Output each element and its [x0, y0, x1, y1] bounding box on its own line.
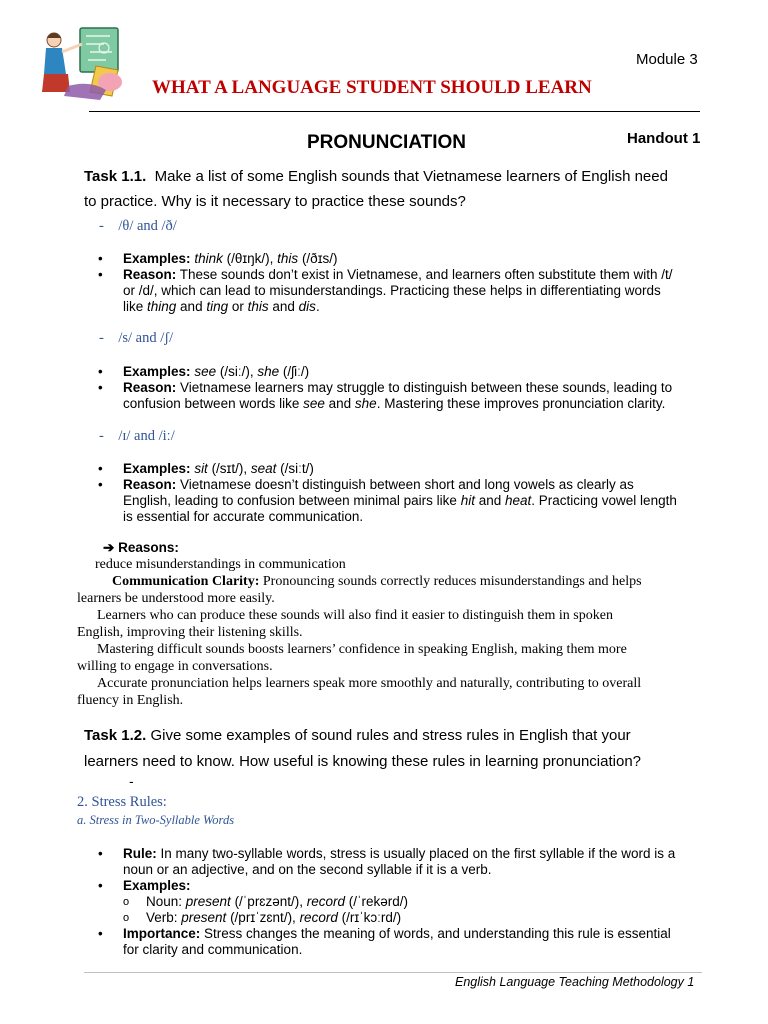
reasons-heading: ➔ Reasons: — [103, 540, 179, 555]
task-1-2 — [84, 723, 724, 775]
dash-marker: - — [129, 773, 134, 789]
task-text-line: Give some examples of sound rules and stress rules in English that your — [150, 727, 631, 744]
task-label: Task 1.1. — [84, 168, 147, 185]
reasons-body — [77, 556, 717, 709]
sound-details — [98, 364, 708, 412]
reason-paragraph: Accurate pronunciation helps learners speak more smoothly and naturally, contributing to overall — [97, 676, 642, 691]
list-item: • Reason: Vietnamese doesn’t distinguish between short and long vowels as clearly as English, leading to confusion between minimal pairs like hit and heat. Practicing vowel length is essential for accurate communication. — [98, 477, 677, 524]
teacher-illustration-icon — [40, 26, 126, 102]
reason-paragraph: Mastering difficult sounds boosts learners’ confidence in speaking English, making them more — [97, 642, 627, 657]
sound-heading: - /θ/ and /ð/ — [99, 218, 177, 234]
sound-details — [98, 251, 708, 315]
stress-details — [98, 846, 710, 958]
task-text-line: Make a list of some English sounds that Vietnamese learners of English need — [154, 168, 668, 185]
reason-paragraph: English, improving their listening skills. — [77, 625, 303, 640]
reason-paragraph: willing to engage in conversations. — [77, 659, 273, 674]
module-label: Module 3 — [636, 51, 698, 68]
arrow-right-icon: ➔ — [103, 540, 115, 555]
stress-heading: 2. Stress Rules: — [77, 794, 167, 810]
list-item: • Examples: sit (/sɪt/), seat (/siːt/) — [98, 461, 314, 476]
list-item: • Examples: see (/siː/), she (/ʃiː/) — [98, 364, 310, 379]
sound-details — [98, 461, 708, 525]
handout-label: Handout 1 — [627, 130, 701, 147]
list-item: • Examples: o Noun: present (/ˈprɛzənt/), record (/ˈrekərd/) o Verb: present (/prɪˈzɛnt/), record (/rɪˈkɔːrd/) — [98, 878, 409, 925]
task-1-1 — [84, 164, 724, 214]
reason-paragraph: Communication Clarity: Pronouncing sounds correctly reduces misunderstandings and helps — [112, 574, 642, 589]
section-title: PRONUNCIATION — [307, 132, 467, 153]
footer-text: English Language Teaching Methodology 1 — [455, 975, 695, 989]
sound-heading: - /ɪ/ and /iː/ — [99, 428, 175, 444]
list-item: • Importance: Stress changes the meaning of words, and understanding this rule is essential for clarity and communication. — [98, 926, 671, 957]
task-text-line: to practice. Why is it necessary to practice these sounds? — [84, 193, 466, 210]
footer-rule — [84, 972, 702, 973]
reason-paragraph: fluency in English. — [77, 693, 184, 708]
task-label: Task 1.2. — [84, 727, 147, 744]
stress-subheading: a. Stress in Two-Syllable Words — [77, 813, 235, 827]
reason-paragraph: learners be understood more easily. — [77, 591, 275, 606]
list-item: • Rule: In many two-syllable words, stress is usually placed on the first syllable if the word is a noun or an adjective, and on the second syllable if it is a verb. — [98, 846, 676, 877]
list-item: • Reason: These sounds don’t exist in Vietnamese, and learners often substitute them with /t/ or /d/, which can lead to misunderstandings. Practicing these helps in differentiating words like thing and ting or this and dis. — [98, 267, 673, 314]
list-item: • Examples: think (/θɪŋk/), this (/ðɪs/) — [98, 251, 338, 266]
title-rule — [89, 111, 700, 112]
task-text-line: learners need to know. How useful is knowing these rules in learning pronunciation? — [84, 753, 641, 770]
list-item: • Reason: Vietnamese learners may struggle to distinguish between these sounds, leading to confusion between words like see and she. Mastering these improves pronunciation clarity. — [98, 380, 673, 411]
sound-heading: - /s/ and /ʃ/ — [99, 330, 174, 346]
reason-line: reduce misunderstandings in communication — [95, 557, 346, 572]
reason-paragraph: Learners who can produce these sounds will also find it easier to distinguish them in spoken — [97, 608, 613, 623]
document-title: WHAT A LANGUAGE STUDENT SHOULD LEARN — [152, 77, 592, 98]
